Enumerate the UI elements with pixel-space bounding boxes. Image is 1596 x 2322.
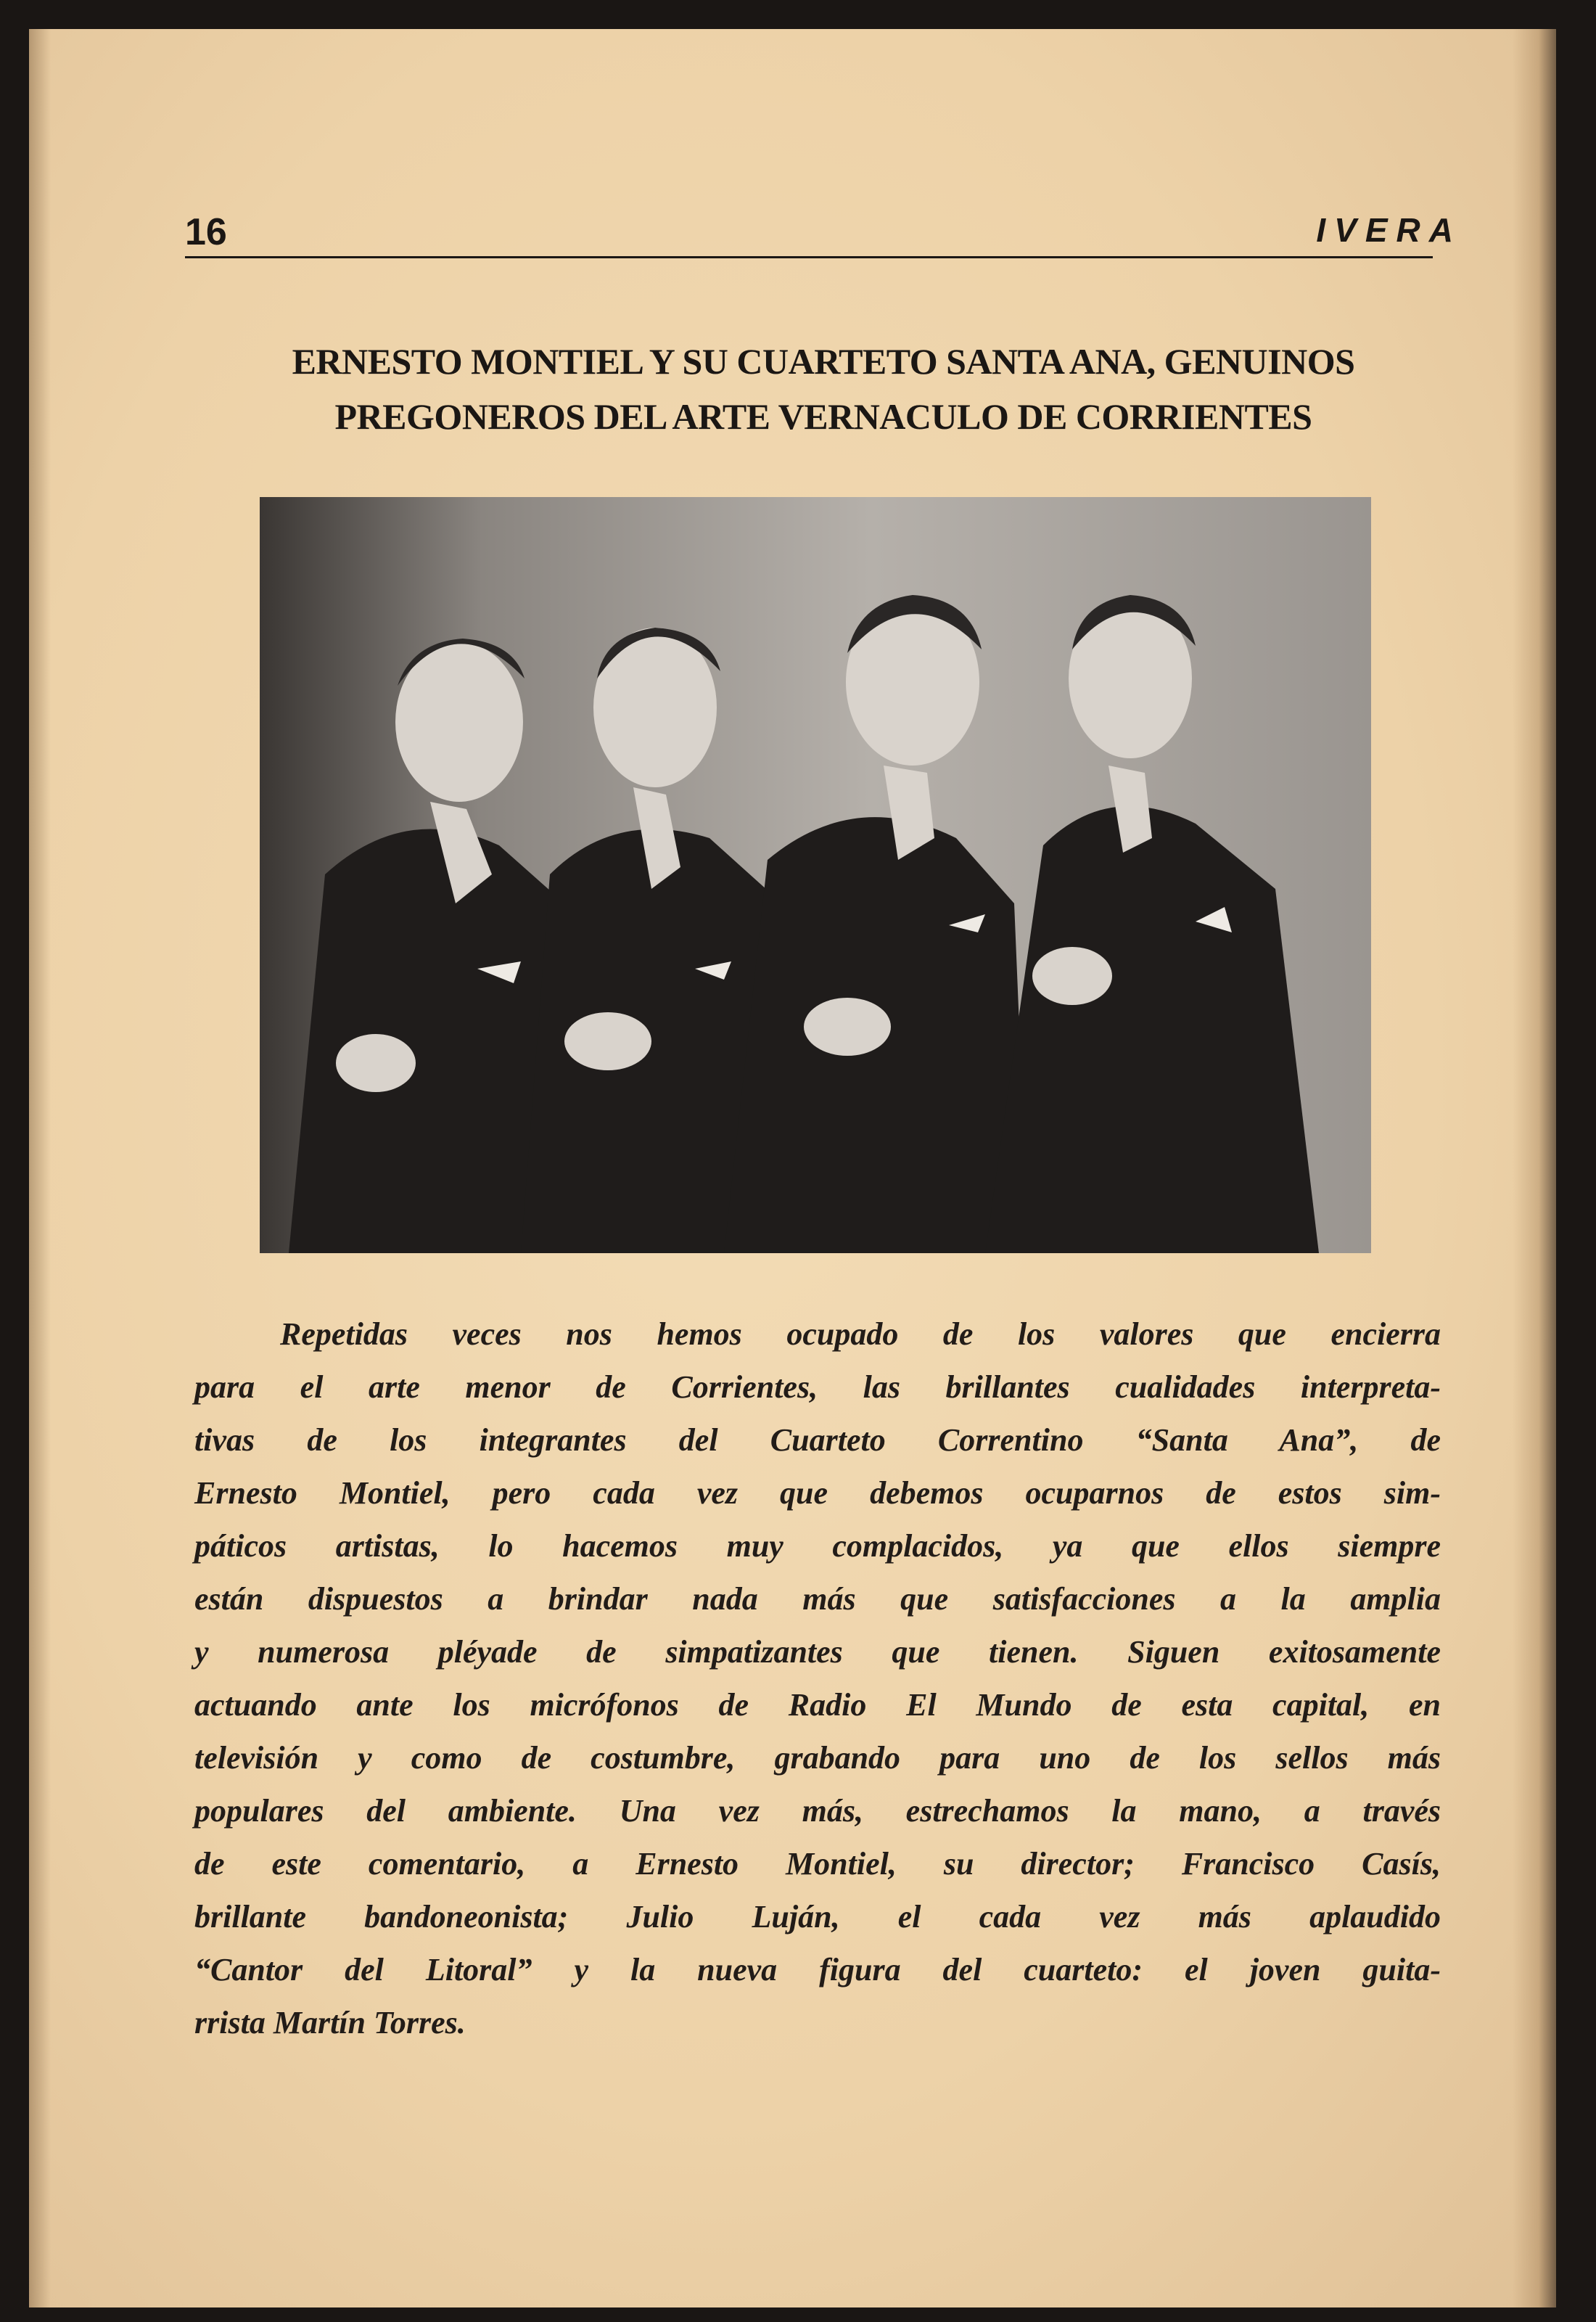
group-photo <box>260 497 1371 1253</box>
page-number: 16 <box>185 211 227 253</box>
magazine-name: IVERA <box>1316 211 1462 249</box>
body-line: brillante bandoneonista; Julio Luján, el cada vez más aplaudido <box>194 1899 1441 1935</box>
body-line: Ernesto Montiel, pero cada vez que debemos ocuparnos de estos sim- <box>194 1475 1441 1511</box>
title-line: ERNESTO MONTIEL Y SU CUARTETO SANTA ANA, GENUINOS <box>292 341 1355 382</box>
body-line: populares del ambiente. Una vez más, estrechamos la mano, a través <box>194 1793 1441 1829</box>
header-rule <box>185 256 1433 258</box>
body-line: están dispuestos a brindar nada más que satisfacciones a la amplia <box>194 1581 1441 1617</box>
body-line: y numerosa pléyade de simpatizantes que tienen. Siguen exitosamente <box>194 1634 1441 1670</box>
body-line: de este comentario, a Ernesto Montiel, su director; Francisco Casís, <box>194 1846 1441 1882</box>
article-title <box>185 334 1462 444</box>
binding-shadow <box>1513 29 1556 2307</box>
body-line: páticos artistas, lo hacemos muy complacidos, ya que ellos siempre <box>194 1528 1441 1564</box>
body-line: televisión y como de costumbre, grabando para uno de los sellos más <box>194 1740 1441 1776</box>
body-line: para el arte menor de Corrientes, las brillantes cualidades interpreta- <box>194 1369 1441 1405</box>
magazine-page <box>29 29 1556 2307</box>
running-header <box>185 196 1462 254</box>
title-line: PREGONEROS DEL ARTE VERNACULO DE CORRIENTES <box>334 396 1312 437</box>
page-edge-shadow <box>29 29 51 2307</box>
body-line: Repetidas veces nos hemos ocupado de los valores que encierra <box>280 1316 1441 1352</box>
article-body <box>194 1308 1441 2049</box>
body-line: actuando ante los micrófonos de Radio El Mundo de esta capital, en <box>194 1687 1441 1723</box>
body-line: tivas de los integrantes del Cuarteto Correntino “Santa Ana”, de <box>194 1422 1441 1458</box>
body-line: “Cantor del Litoral” y la nueva figura del cuarteto: el joven guita- <box>194 1952 1441 1987</box>
body-line: rrista Martín Torres. <box>194 2005 466 2040</box>
